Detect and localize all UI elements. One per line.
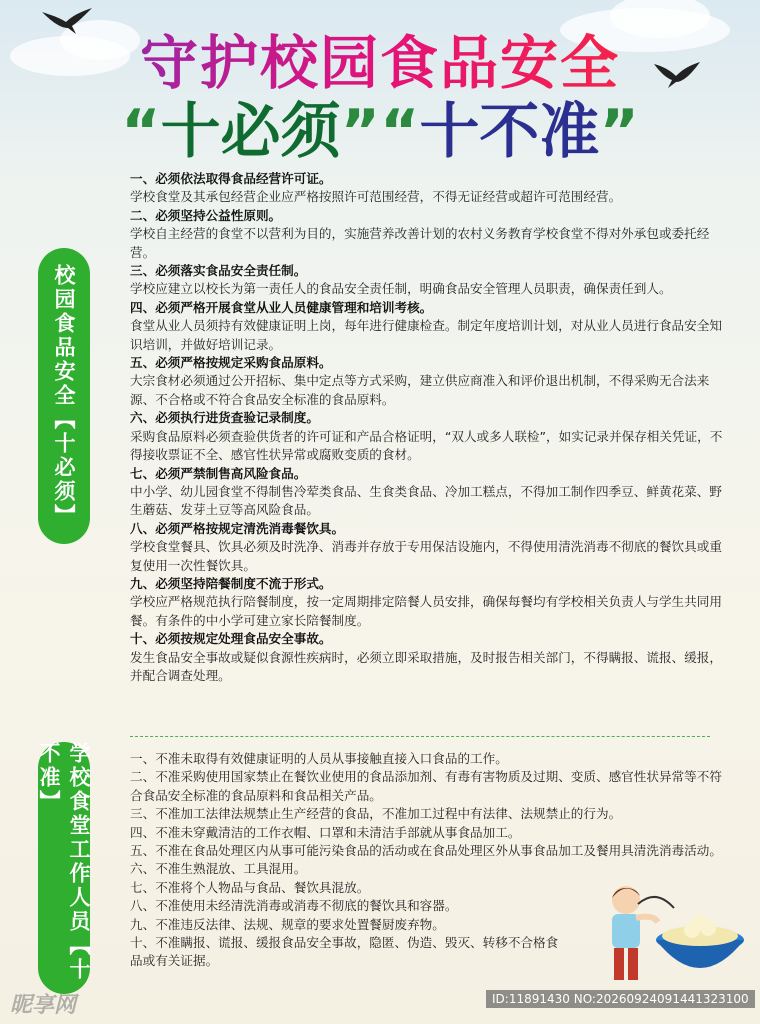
quote-mark: “ (380, 97, 420, 167)
item-body: 中小学、幼儿园食堂不得制售冷荤类食品、生食类食品、冷加工糕点，不得加工制作四季豆、鲜黄花菜、野生蘑菇、发芽土豆等高风险食品。 (130, 483, 722, 518)
item-body: 大宗食材必须通过公开招标、集中定点等方式采购，建立供应商准入和评价退出机制，不得采购无合法来源、不合格或不符合食品安全标准的食品原料。 (130, 373, 710, 407)
list-item (130, 262, 730, 299)
item-body: 学校食堂餐具、饮具必须及时洗净、消毒并存放于专用保洁设施内，不得使用清洗消毒不彻底的餐饮具或重复使用一次性餐饮具。 (130, 539, 722, 573)
item-heading: 二、必须坚持公益性原则。 (130, 207, 282, 223)
list-item (130, 207, 730, 262)
subtitle-mustnot: 十不准 (419, 97, 600, 167)
item-heading: 九、必须坚持陪餐制度不流于形式。 (130, 575, 332, 591)
section-divider (130, 736, 710, 737)
list-item: 九、不准违反法律、法规、规章的要求处置餐厨废弃物。 (130, 916, 445, 932)
item-heading: 六、必须执行进货查验记录制度。 (130, 410, 319, 426)
list-item: 二、不准采购使用国家禁止在餐饮业使用的食品添加剂、有毒有害物质及过期、变质、感官性状异常等不符合食品安全标准的食品原料和食品相关产品。 (130, 769, 722, 803)
list-item (130, 520, 730, 575)
list-item: 六、不准生熟混放、工具混用。 (130, 861, 307, 877)
watermark-id: ID:11891430 NO:20260924091441323100 (486, 990, 755, 1008)
list-item (130, 299, 730, 354)
list-item (130, 465, 730, 520)
section-label-mustnot: 学校食堂工作人员【十不准】 (38, 742, 90, 994)
subtitle (0, 96, 760, 168)
item-heading: 一、必须依法取得食品经营许可证。 (130, 171, 332, 186)
list-item: 五、不准在食品处理区内从事可能污染食品的活动或在食品处理区外从事食品加工及餐用具清洗消毒活动。 (130, 843, 722, 859)
list-item: 一、不准未取得有效健康证明的人员从事接触直接入口食品的工作。 (130, 751, 508, 766)
item-body: 采购食品原料必须查验供货者的许可证和产品合格证明，“双人或多人联检”，如实记录并保存相关凭证，不得接收票证不全、感官性状异常或腐败变质的食材。 (130, 428, 723, 463)
item-body: 学校应建立以校长为第一责任人的食品安全责任制，明确食品安全管理人员职责，确保责任到人。 (130, 281, 672, 297)
list-item (130, 354, 730, 409)
list-item (130, 630, 730, 685)
subtitle-must: 十必须 (160, 97, 341, 167)
item-body: 学校自主经营的食堂不以营利为目的，实施营养改善计划的农村义务教育学校食堂不得对外承包或委托经营。 (130, 226, 710, 260)
item-body: 学校食堂及其承包经营企业应严格按照许可范围经营，不得无证经营或超许可范围经营。 (130, 189, 622, 205)
item-body: 学校应严格规范执行陪餐制度，按一定周期排定陪餐人员安排，确保每餐均有学校相关负责人与学生共同用餐。有条件的中小学可建立家长陪餐制度。 (130, 594, 722, 628)
must-list (130, 170, 730, 685)
page-title: 守护校园食品安全 (0, 28, 760, 98)
quote-mark: ” (599, 97, 639, 167)
list-item (130, 409, 730, 464)
list-item: 七、不准将个人物品与食品、餐饮具混放。 (130, 879, 370, 895)
list-item (130, 575, 730, 630)
list-item: 四、不准未穿戴清洁的工作衣帽、口罩和未清洁手部就从事食品加工。 (130, 824, 521, 840)
item-heading: 十、必须按规定处理食品安全事故。 (130, 631, 332, 647)
item-heading: 四、必须严格开展食堂从业人员健康管理和培训考核。 (130, 299, 433, 315)
quote-mark: “ (121, 97, 161, 167)
item-heading: 三、必须落实食品安全责任制。 (130, 263, 307, 279)
watermark-logo: 昵享网 (10, 993, 77, 1018)
item-body: 发生食品安全事故或疑似食源性疾病时，必须立即采取措施，及时报告相关部门，不得瞒报、谎报、缓报，并配合调查处理。 (130, 649, 722, 683)
list-item: 三、不准加工法律法规禁止生产经营的食品，不准加工过程中有法律、法规禁止的行为。 (130, 806, 622, 822)
item-heading: 五、必须严格按规定采购食品原料。 (130, 355, 332, 371)
item-heading: 八、必须严格按规定清洗消毒餐饮具。 (130, 520, 345, 536)
list-item: 十、不准瞒报、谎报、缓报食品安全事故，隐匿、伪造、毁灭、转移不合格食品或有关证据。 (130, 935, 559, 969)
quote-mark: ” (340, 97, 380, 167)
item-heading: 七、必须严禁制售高风险食品。 (130, 465, 307, 481)
list-item: 八、不准使用未经清洗消毒或消毒不彻底的餐饮具和容器。 (130, 898, 458, 914)
list-item (130, 170, 730, 207)
child-eating-icon (596, 878, 746, 988)
section-label-must: 校园食品安全【十必须】 (38, 248, 90, 544)
item-body: 食堂从业人员须持有效健康证明上岗，每年进行健康检查。制定年度培训计划，对从业人员进行食品安全知识培训，并做好培训记录。 (130, 318, 722, 352)
